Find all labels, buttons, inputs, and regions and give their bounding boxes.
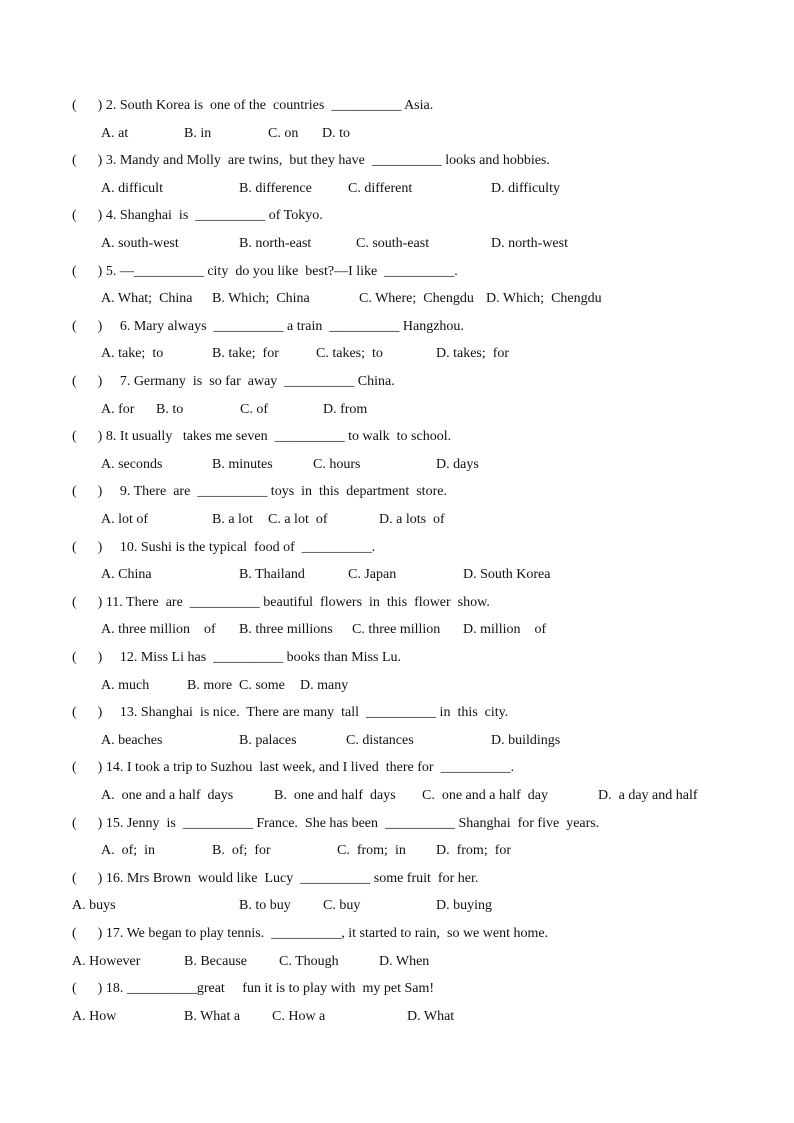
answer-option[interactable]: A. take; to	[101, 346, 164, 362]
answer-option[interactable]: A. at	[101, 125, 129, 141]
answer-option[interactable]: A. seconds	[101, 456, 163, 472]
answer-option[interactable]: C. a lot of	[268, 512, 328, 527]
answer-option[interactable]: D. takes; for	[436, 346, 510, 362]
answer-option[interactable]: C. some	[239, 677, 285, 693]
answer-option[interactable]: D. buildings	[491, 732, 561, 748]
question-stem: ( ) 4. Shanghai is __________ of Tokyo.	[72, 208, 323, 224]
question-stem: ( ) 17. We began to play tennis. __________, it started to rain, so we went home.	[72, 926, 549, 941]
answer-option[interactable]: D. to	[322, 125, 350, 141]
answer-option[interactable]: B. minutes	[212, 456, 273, 472]
question-stem: ( ) 6. Mary always __________ a train __________ Hangzhou.	[72, 318, 464, 334]
answer-option[interactable]: D. a day and half	[598, 788, 698, 803]
answer-option[interactable]: C. from; in	[337, 843, 406, 859]
question-stem: ( ) 12. Miss Li has __________ books than Miss Lu.	[72, 650, 401, 665]
question-stem: ( ) 7. Germany is so far away __________ China.	[72, 374, 395, 389]
answer-option[interactable]: B. take; for	[212, 346, 279, 362]
answer-option[interactable]: B. more	[187, 677, 233, 693]
answer-option[interactable]: C. buy	[323, 898, 361, 914]
answer-option[interactable]: B. difference	[239, 180, 312, 196]
answer-option[interactable]: B. Which; China	[212, 291, 310, 307]
answer-option[interactable]: D. north-west	[491, 236, 568, 251]
answer-option[interactable]: A. However	[72, 953, 141, 969]
answer-option[interactable]: A. lot of	[101, 512, 149, 527]
answer-option[interactable]: B. a lot	[212, 512, 253, 527]
answer-option[interactable]: A. south-west	[101, 236, 179, 251]
answer-option[interactable]: D. many	[300, 677, 349, 693]
answer-option[interactable]: B. of; for	[212, 843, 271, 859]
answer-option[interactable]: C. takes; to	[316, 346, 383, 362]
question-stem: ( ) 9. There are __________ toys in this department store.	[72, 484, 447, 500]
answer-option[interactable]: C. different	[348, 180, 413, 196]
answer-option[interactable]: D. South Korea	[463, 567, 551, 583]
answer-option[interactable]: C. Japan	[348, 567, 397, 583]
answer-option[interactable]: A. beaches	[101, 732, 163, 748]
answer-option[interactable]: D. from; for	[436, 843, 512, 859]
answer-option[interactable]: A. How	[72, 1008, 117, 1024]
answer-option[interactable]: C. three million	[352, 622, 441, 638]
answer-option[interactable]: B. to buy	[239, 898, 291, 914]
answer-option[interactable]: A. of; in	[101, 843, 156, 859]
question-stem: ( ) 16. Mrs Brown would like Lucy __________ some fruit for her.	[72, 870, 479, 886]
answer-option[interactable]: D. When	[379, 953, 430, 969]
answer-option[interactable]: B. Thailand	[239, 567, 305, 583]
answer-option[interactable]: C. of	[240, 401, 268, 417]
answer-option[interactable]: A. one and a half days	[101, 788, 234, 803]
answer-option[interactable]: D. difficulty	[491, 180, 560, 196]
question-stem: ( ) 13. Shanghai is nice. There are many tall __________ in this city.	[72, 705, 509, 721]
question-stem: ( ) 14. I took a trip to Suzhou last week, and I lived there for __________.	[72, 760, 515, 776]
answer-option[interactable]: A. China	[101, 567, 152, 583]
answer-option[interactable]: C. one and a half day	[422, 788, 548, 803]
answer-option[interactable]: D. a lots of	[379, 512, 445, 527]
question-stem: ( ) 3. Mandy and Molly are twins, but they have __________ looks and hobbies.	[72, 153, 550, 169]
answer-option[interactable]: B. What a	[184, 1008, 241, 1024]
question-stem: ( ) 2. South Korea is one of the countries __________ Asia.	[72, 98, 434, 113]
answer-option[interactable]: C. Though	[279, 953, 339, 969]
answer-option[interactable]: C. south-east	[356, 236, 430, 251]
question-stem: ( ) 10. Sushi is the typical food of __________.	[72, 539, 376, 555]
answer-option[interactable]: A. What; China	[101, 291, 193, 307]
answer-option[interactable]: D. million of	[463, 622, 547, 638]
answer-option[interactable]: D. Which; Chengdu	[486, 291, 602, 307]
answer-option[interactable]: C. Where; Chengdu	[359, 291, 474, 307]
answer-option[interactable]: C. How a	[272, 1008, 326, 1024]
answer-option[interactable]: B. palaces	[239, 732, 297, 748]
answer-option[interactable]: D. buying	[436, 898, 492, 914]
answer-option[interactable]: B. to	[156, 401, 184, 417]
answer-option[interactable]: B. north-east	[239, 236, 312, 251]
question-stem: ( ) 18. __________great fun it is to play with my pet Sam!	[72, 981, 435, 997]
answer-option[interactable]: C. on	[268, 125, 299, 141]
answer-option[interactable]: C. hours	[313, 456, 361, 472]
answer-option[interactable]: A. buys	[72, 898, 116, 914]
question-stem: ( ) 15. Jenny is __________ France. She has been __________ Shanghai for five years.	[72, 815, 600, 831]
answer-option[interactable]: A. for	[101, 401, 135, 417]
answer-option[interactable]: D. What	[407, 1008, 455, 1024]
question-stem: ( ) 8. It usually takes me seven __________ to walk to school.	[72, 429, 452, 445]
answer-option[interactable]: A. difficult	[101, 180, 163, 196]
answer-option[interactable]: B. Because	[184, 953, 247, 969]
answer-option[interactable]: A. much	[101, 677, 150, 693]
answer-option[interactable]: D. from	[323, 401, 368, 417]
answer-option[interactable]: B. in	[184, 125, 212, 141]
answer-option[interactable]: B. one and half days	[274, 788, 396, 803]
question-stem: ( ) 11. There are __________ beautiful flowers in this flower show.	[72, 594, 490, 610]
answer-option[interactable]: D. days	[436, 456, 479, 472]
answer-option[interactable]: B. three millions	[239, 622, 333, 638]
answer-option[interactable]: A. three million of	[101, 622, 216, 638]
answer-option[interactable]: C. distances	[346, 732, 414, 748]
question-stem: ( ) 5. —__________ city do you like best?—I like __________.	[72, 263, 458, 279]
